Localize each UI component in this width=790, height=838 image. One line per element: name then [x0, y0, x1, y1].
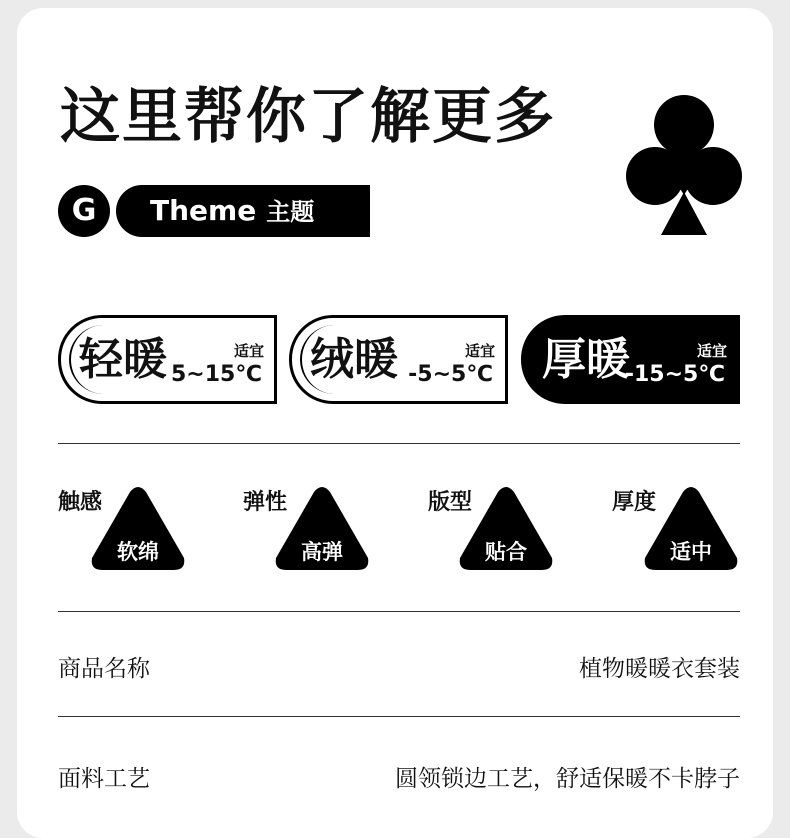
attribute-value: 高弹: [301, 540, 343, 564]
theme-en: Theme: [150, 194, 257, 227]
g-badge: G: [58, 185, 110, 237]
divider: [58, 443, 740, 444]
warmth-option-thick: [521, 315, 740, 404]
warmth-option-fleece: [289, 315, 508, 404]
info-value-fabric: 圆领锁边工艺，舒适保暖不卡脖子: [395, 766, 740, 792]
attribute-label: 触感: [58, 490, 103, 515]
attribute-label: 版型: [428, 490, 473, 515]
attribute-value: 适中: [670, 540, 712, 564]
theme-cn: 主题: [266, 198, 315, 226]
warmth-suit-label: 适宜: [233, 342, 264, 360]
attribute-value: 贴合: [485, 540, 527, 564]
info-key-fabric: 面料工艺: [58, 766, 150, 792]
warmth-suit-label: 适宜: [696, 342, 727, 360]
warmth-suit-label: 适宜: [464, 342, 495, 360]
warmth-name: 轻暖: [79, 334, 167, 385]
page-title: 这里帮你了解更多: [60, 82, 556, 152]
club-suit-icon: [626, 95, 742, 237]
warmth-option-light: [58, 315, 277, 404]
warmth-range: 5~15℃: [171, 362, 262, 387]
divider: [58, 716, 740, 717]
warmth-range: -15~5℃: [624, 362, 725, 387]
info-value-product-name: 植物暖暖衣套装: [579, 656, 740, 682]
warmth-range: -5~5℃: [408, 362, 493, 387]
info-key-product-name: 商品名称: [58, 656, 150, 682]
theme-pill: [116, 185, 370, 237]
attribute-value: 软绵: [117, 540, 159, 564]
warmth-name: 绒暖: [310, 334, 398, 385]
attribute-label: 厚度: [612, 490, 657, 515]
divider: [58, 611, 740, 612]
attribute-label: 弹性: [243, 490, 288, 515]
warmth-name: 厚暖: [542, 334, 630, 385]
